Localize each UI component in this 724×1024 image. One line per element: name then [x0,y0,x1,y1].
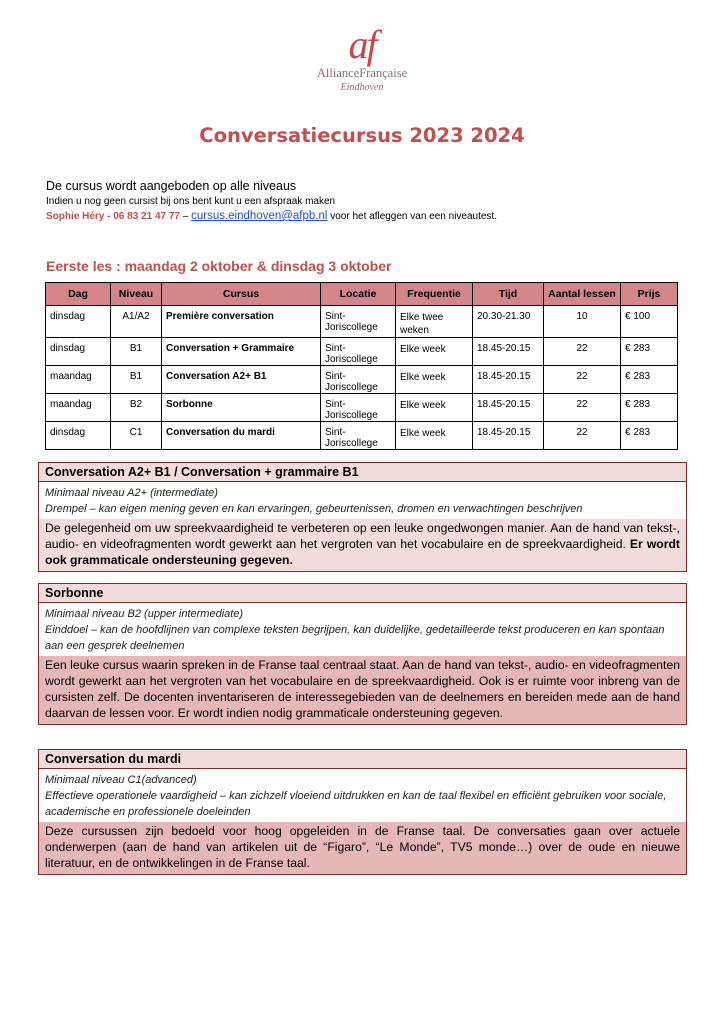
cell-prijs: € 283 [621,366,678,394]
header-dag: Dag [46,283,111,306]
intro-line-3 [46,209,686,224]
cell-cursus: Conversation du mardi [162,422,321,450]
section-goal: Effectieve operationele vaardigheid – kan zichzelf vloeiend uitdrukken en kan de taal flexibel en efficiënt gebruiken voor sociale, academische en professionele doeleinden [45,790,667,818]
table-row [46,306,678,338]
table-row [46,366,678,394]
section-level: Minimaal niveau C1(advanced) [45,774,197,786]
cell-frequentie: Elke twee weken [396,306,473,338]
contact-dash: – [179,211,192,222]
cell-aantal-lessen: 22 [544,422,621,450]
section-level-goal [39,482,686,519]
table-row [46,422,678,450]
cell-tijd: 20.30-21.30 [473,306,544,338]
intro-line-2: Indien u nog geen cursist bij ons bent kunt u een afspraak maken [46,196,336,207]
contact-name-phone: Sophie Héry - 06 83 21 47 77 [46,211,180,222]
cell-cursus: Conversation + Grammaire [162,338,321,366]
section-level-goal [39,603,686,656]
section-title: Sorbonne [39,584,686,603]
section-level: Minimaal niveau B2 (upper intermediate) [45,608,244,620]
section-conversation-du-mardi [38,749,687,875]
cell-niveau: C1 [111,422,162,450]
section-goal: Drempel – kan eigen mening geven en kan ervaringen, gebeurtenissen, dromen en verwachtingen beschrijven [45,503,583,515]
section-level: Minimaal niveau A2+ (intermediate) [45,487,218,499]
cell-locatie: Sint-Joriscollege [321,338,396,366]
cell-aantal-lessen: 22 [544,338,621,366]
cell-locatie: Sint-Joriscollege [321,394,396,422]
header-frequentie: Frequentie [396,283,473,306]
cell-cursus: Première conversation [162,306,321,338]
cell-dag: dinsdag [46,422,111,450]
cell-niveau: B1 [111,338,162,366]
header-niveau: Niveau [111,283,162,306]
cell-aantal-lessen: 22 [544,366,621,394]
page-title: Conversatiecursus 2023 2024 [199,124,525,147]
cell-locatie: Sint-Joriscollege [321,366,396,394]
section-body-text: De gelegenheid om uw spreekvaardigheid te verbeteren op een leuke ongedwongen manier. Aan de hand van tekst-, audio- en videofragmenten wordt gewerkt aan het vergroten van het vocabulaire en de spreekvaardigheid. [45,521,680,551]
section-body [39,519,686,571]
cell-dag: maandag [46,394,111,422]
cell-niveau: B2 [111,394,162,422]
cell-dag: dinsdag [46,306,111,338]
cell-locatie: Sint-Joriscollege [321,306,396,338]
cell-prijs: € 283 [621,338,678,366]
section-body-bold: Er wordt ook grammaticale ondersteuning gegeven. [45,537,680,567]
section-body: Een leuke cursus waarin spreken in de Franse taal centraal staat. Aan de hand van tekst-, audio- en videofragmenten wordt gewerkt aan het vergroten van het vocabulaire en de spreekvaardigheid. Ook is er ruimte voor inbreng van de cursisten zelf. De docenten inventariseren de interessegebieden van de deelnemers en bereiden mede aan de hand daarvan de lessen voor. Er wordt indien nodig grammaticale ondersteuning gegeven. [39,656,686,724]
header-cursus: Cursus [162,283,321,306]
cell-tijd: 18.45-20.15 [473,338,544,366]
schedule-header-row [46,283,678,306]
intro-line-1: De cursus wordt aangeboden op alle niveaus [46,179,297,193]
cell-cursus: Sorbonne [162,394,321,422]
section-goal: Einddoel – kan de hoofdlijnen van complexe teksten begrijpen, kan duidelijke, gedetailleerde tekst produceren en kan spontaan aan een gesprek deelnemen [45,624,665,652]
header-tijd: Tijd [473,283,544,306]
cell-niveau: B1 [111,366,162,394]
header-prijs: Prijs [621,283,678,306]
cell-tijd: 18.45-20.15 [473,366,544,394]
logo-mark: af [348,22,376,67]
cell-frequentie: Elke week [396,338,473,366]
cell-frequentie: Elke week [396,422,473,450]
section-sorbonne [38,583,687,725]
section-title: Conversation du mardi [39,750,686,769]
intro-block [46,178,686,224]
cell-prijs: € 283 [621,422,678,450]
section-body: Deze cursussen zijn bedoeld voor hoog opgeleiden in de Franse taal. De conversaties gaan over actuele onderwerpen (aan de hand van artikelen uit de “Figaro”, “Le Monde”, TV5 monde…) over de oude en nieuwe literatuur, en de ontwikkelingen in de Franse taal. [39,822,686,874]
section-title: Conversation A2+ B1 / Conversation + grammaire B1 [39,463,686,482]
alliance-francaise-logo [300,22,424,93]
email-link[interactable]: cursus.eindhoven@afpb.nl [191,210,328,222]
cell-aantal-lessen: 22 [544,394,621,422]
logo-name [300,66,424,81]
logo-city: Eindhoven [340,82,384,93]
header-locatie: Locatie [321,283,396,306]
logo-name-part2: Française [359,66,408,80]
logo-name-part1: Alliance [316,66,360,80]
section-conversation-a2-b1 [38,462,687,572]
cell-prijs: € 283 [621,394,678,422]
header-aantal-lessen: Aantal lessen [544,283,621,306]
cell-prijs: € 100 [621,306,678,338]
cell-niveau: A1/A2 [111,306,162,338]
section-level-goal [39,769,686,822]
intro-line-3-tail: voor het afleggen van een niveautest. [327,211,498,222]
cell-cursus: Conversation A2+ B1 [162,366,321,394]
table-row [46,394,678,422]
cell-dag: dinsdag [46,338,111,366]
cell-dag: maandag [46,366,111,394]
cell-locatie: Sint-Joriscollege [321,422,396,450]
cell-tijd: 18.45-20.15 [473,394,544,422]
first-lesson-heading: Eerste les : maandag 2 oktober & dinsdag 3 oktober [46,258,392,274]
table-row [46,338,678,366]
cell-aantal-lessen: 10 [544,306,621,338]
cell-tijd: 18.45-20.15 [473,422,544,450]
schedule-table [45,282,678,450]
cell-frequentie: Elke week [396,366,473,394]
cell-frequentie: Elke week [396,394,473,422]
